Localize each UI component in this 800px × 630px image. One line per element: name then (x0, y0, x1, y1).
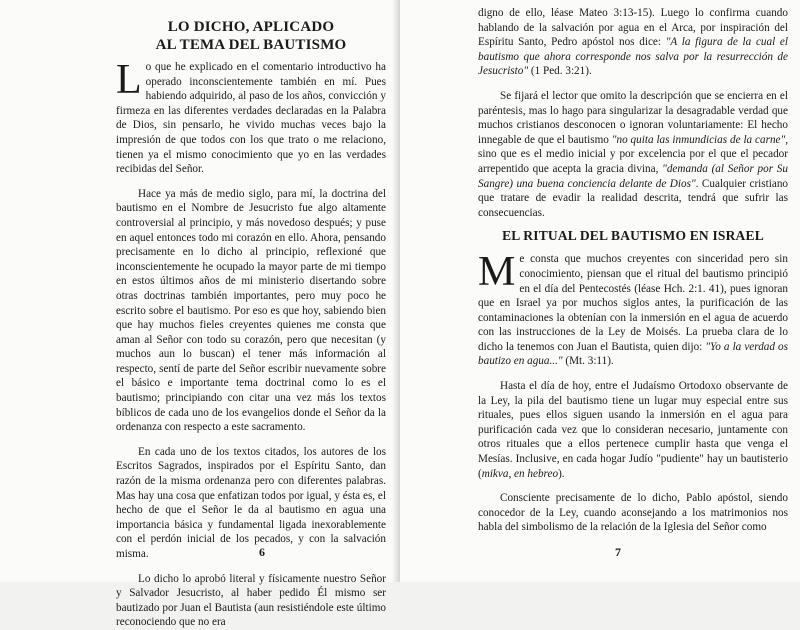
mikva-term: mikva, en hebreo (481, 467, 559, 480)
paragraph-1 (116, 57, 386, 177)
paragraph-ritual (478, 249, 788, 369)
paragraph-3: En cada uno de los textos citados, los autores de los Escritos Sagrados, inspirados por el Espíritu Santo, dan razón de la misma ordenanza pero con diferentes palabras. Mas hay una cosa que enfatizan todos por igual, y ésta es, el hecho de que el Señor le da al bautismo en agua una importancia básica y fundamental ligada inexorablemente con el perdón inicial de los pecados, y con la salvación misma. (116, 445, 386, 560)
chapter-title-line-2: AL TEMA DEL BAUTISMO (155, 37, 347, 53)
left-page (0, 0, 400, 629)
text-run: digno de ello, léase Mateo 3:13-15). Luego lo confirma cuando hablando de la salvación por agua en el Arca, por inspiración del Espíritu Santo, Pedro apóstol nos dice: (478, 7, 788, 49)
chapter-title-line-1: LO DICHO, APLICADO (167, 19, 335, 35)
quote-1-ped: "A la figura de la cual el bautismo que ahora corresponde nos salva por la resurrección de Jesucristo" (478, 36, 789, 78)
text-run: , sino que es el medio inicial y por excelencia por el que el pecador arrepentido que acepta la gracia divina, (478, 133, 789, 175)
paragraph-4: Lo dicho lo aprobó literal y físicamente nuestro Señor y Salvador Jesucristo, al haber pedido Él mismo ser bautizado por Juan el Bautista (aun resistiéndole este último reconociendo que no era (116, 572, 386, 629)
text-run: . Cualquier cristiano que tratare de evadir la realidad descrita, tendrá que sufrir las consecuencias. (478, 177, 789, 219)
drop-cap-l: L (116, 57, 142, 103)
paragraph-continued (478, 6, 788, 79)
text-run: Hasta el día de hoy, entre el Judaísmo Ortodoxo observante de la Ley, la pila del bautismo tiene un lugar muy especial entre sus rituales, pues ellos siguen usando la inmersión en el agua para purificación cada vez que lo consideran necesario, juntamente con otros rituales que a ellos pertenece cumplir hasta que venga el Mesías. Inclusive, en cada hogar Judío "pudiente" hay un bautisterio ( (478, 380, 788, 480)
section-title: EL RITUAL DEL BAUTISMO EN ISRAEL (502, 228, 764, 244)
quote-inmundicias: "no quita las inmundicias de la carne" (611, 133, 786, 146)
quote-juan: "Yo a la verdad os bautizo en agua..." (478, 340, 788, 368)
quote-demanda: "demanda (al Señor por Su Sangre) una buena conciencia delante de Dios" (478, 162, 788, 190)
paragraph-1-text: o que he explicado en el comentario introductivo ha operado inconscientemente también en mí. Pues habiendo adquirido, al paso de los años, convicción y firmeza en las diferentes verdades declaradas en la Palabra de Dios, sin pensarlo, he vivido muchas veces bajo la impresión de que todos con los que trato o me relaciono, tienen ya el mismo conocimiento que yo en las verdades recibidas del Señor. (116, 61, 386, 176)
chapter-title (116, 18, 386, 54)
text-run: ). (558, 467, 565, 480)
text-run: (Mt. 3:11). (562, 355, 614, 368)
paragraph-judaismo (478, 379, 788, 481)
drop-cap-m: M (478, 249, 516, 296)
paragraph-pablo: Consciente precisamente de lo dicho, Pablo apóstol, siendo conocedor de la Ley, cuando aconsejando a los matrimonios nos habla del simbolismo de la relación de la Iglesia del Señor como (478, 492, 788, 534)
paragraph-parenthesis (478, 89, 788, 220)
paragraph-2: Hace ya más de medio siglo, para mí, la doctrina del bautismo en el Nombre de Jesucristo fue algo altamente controversial al principio, y más novedoso después; y puse en aquel entonces todo mi corazón en ello. Ahora, pensando precisamente en lo dicho al principio, reflexioné que inconscientemente he ocupado la mayor parte de mi tiempo en estos últimos años de mi ministerio disertando sobre otras doctrinas también importantes, pero muy poco he escrito sobre el bautismo. Por eso es que hoy, sabiendo bien que hay muchos fieles creyentes quienes me consta que aman al Señor con todo su corazón, pero que necesitan (y muchos aun lo buscan) el tener más información al respecto, sentí de parte del Señor escribir nuevamente sobre el básico e importante tema doctrinal como lo es el bautismo; principiando con citar una vez más los textos bíblicos de cada uno de los evangelios donde el Señor da la ordenanza con respecto a este sacramento. (116, 187, 386, 434)
page-number-right: 7 (615, 545, 621, 559)
text-run: e consta que muchos creyentes con sinceridad pero sin conocimiento, piensan que el ritual del bautismo principió en el día del Pentecostés (léase Hch. 2:1. 41), pues ignoran que en Israel ya por muchos siglos antes, la purificación de las contaminaciones la obtenían con la inmersión en el agua de acuerdo con las instrucciones de la Ley de Moisés. La prueba clara de lo dicho la tenemos con Juan el Bautista, quien dijo: (478, 253, 788, 353)
text-run: (1 Ped. 3:21). (528, 65, 592, 78)
right-page (400, 0, 800, 582)
text-run: Se fijará el lector que omito la descripción que se encierra en el paréntesis, mas lo hago para singularizar la desagradable verdad que muchos cristianos desconocen o ignoran voluntariamente: El hecho innegable de que el bautismo (478, 89, 788, 146)
page-number-left: 6 (259, 545, 265, 559)
